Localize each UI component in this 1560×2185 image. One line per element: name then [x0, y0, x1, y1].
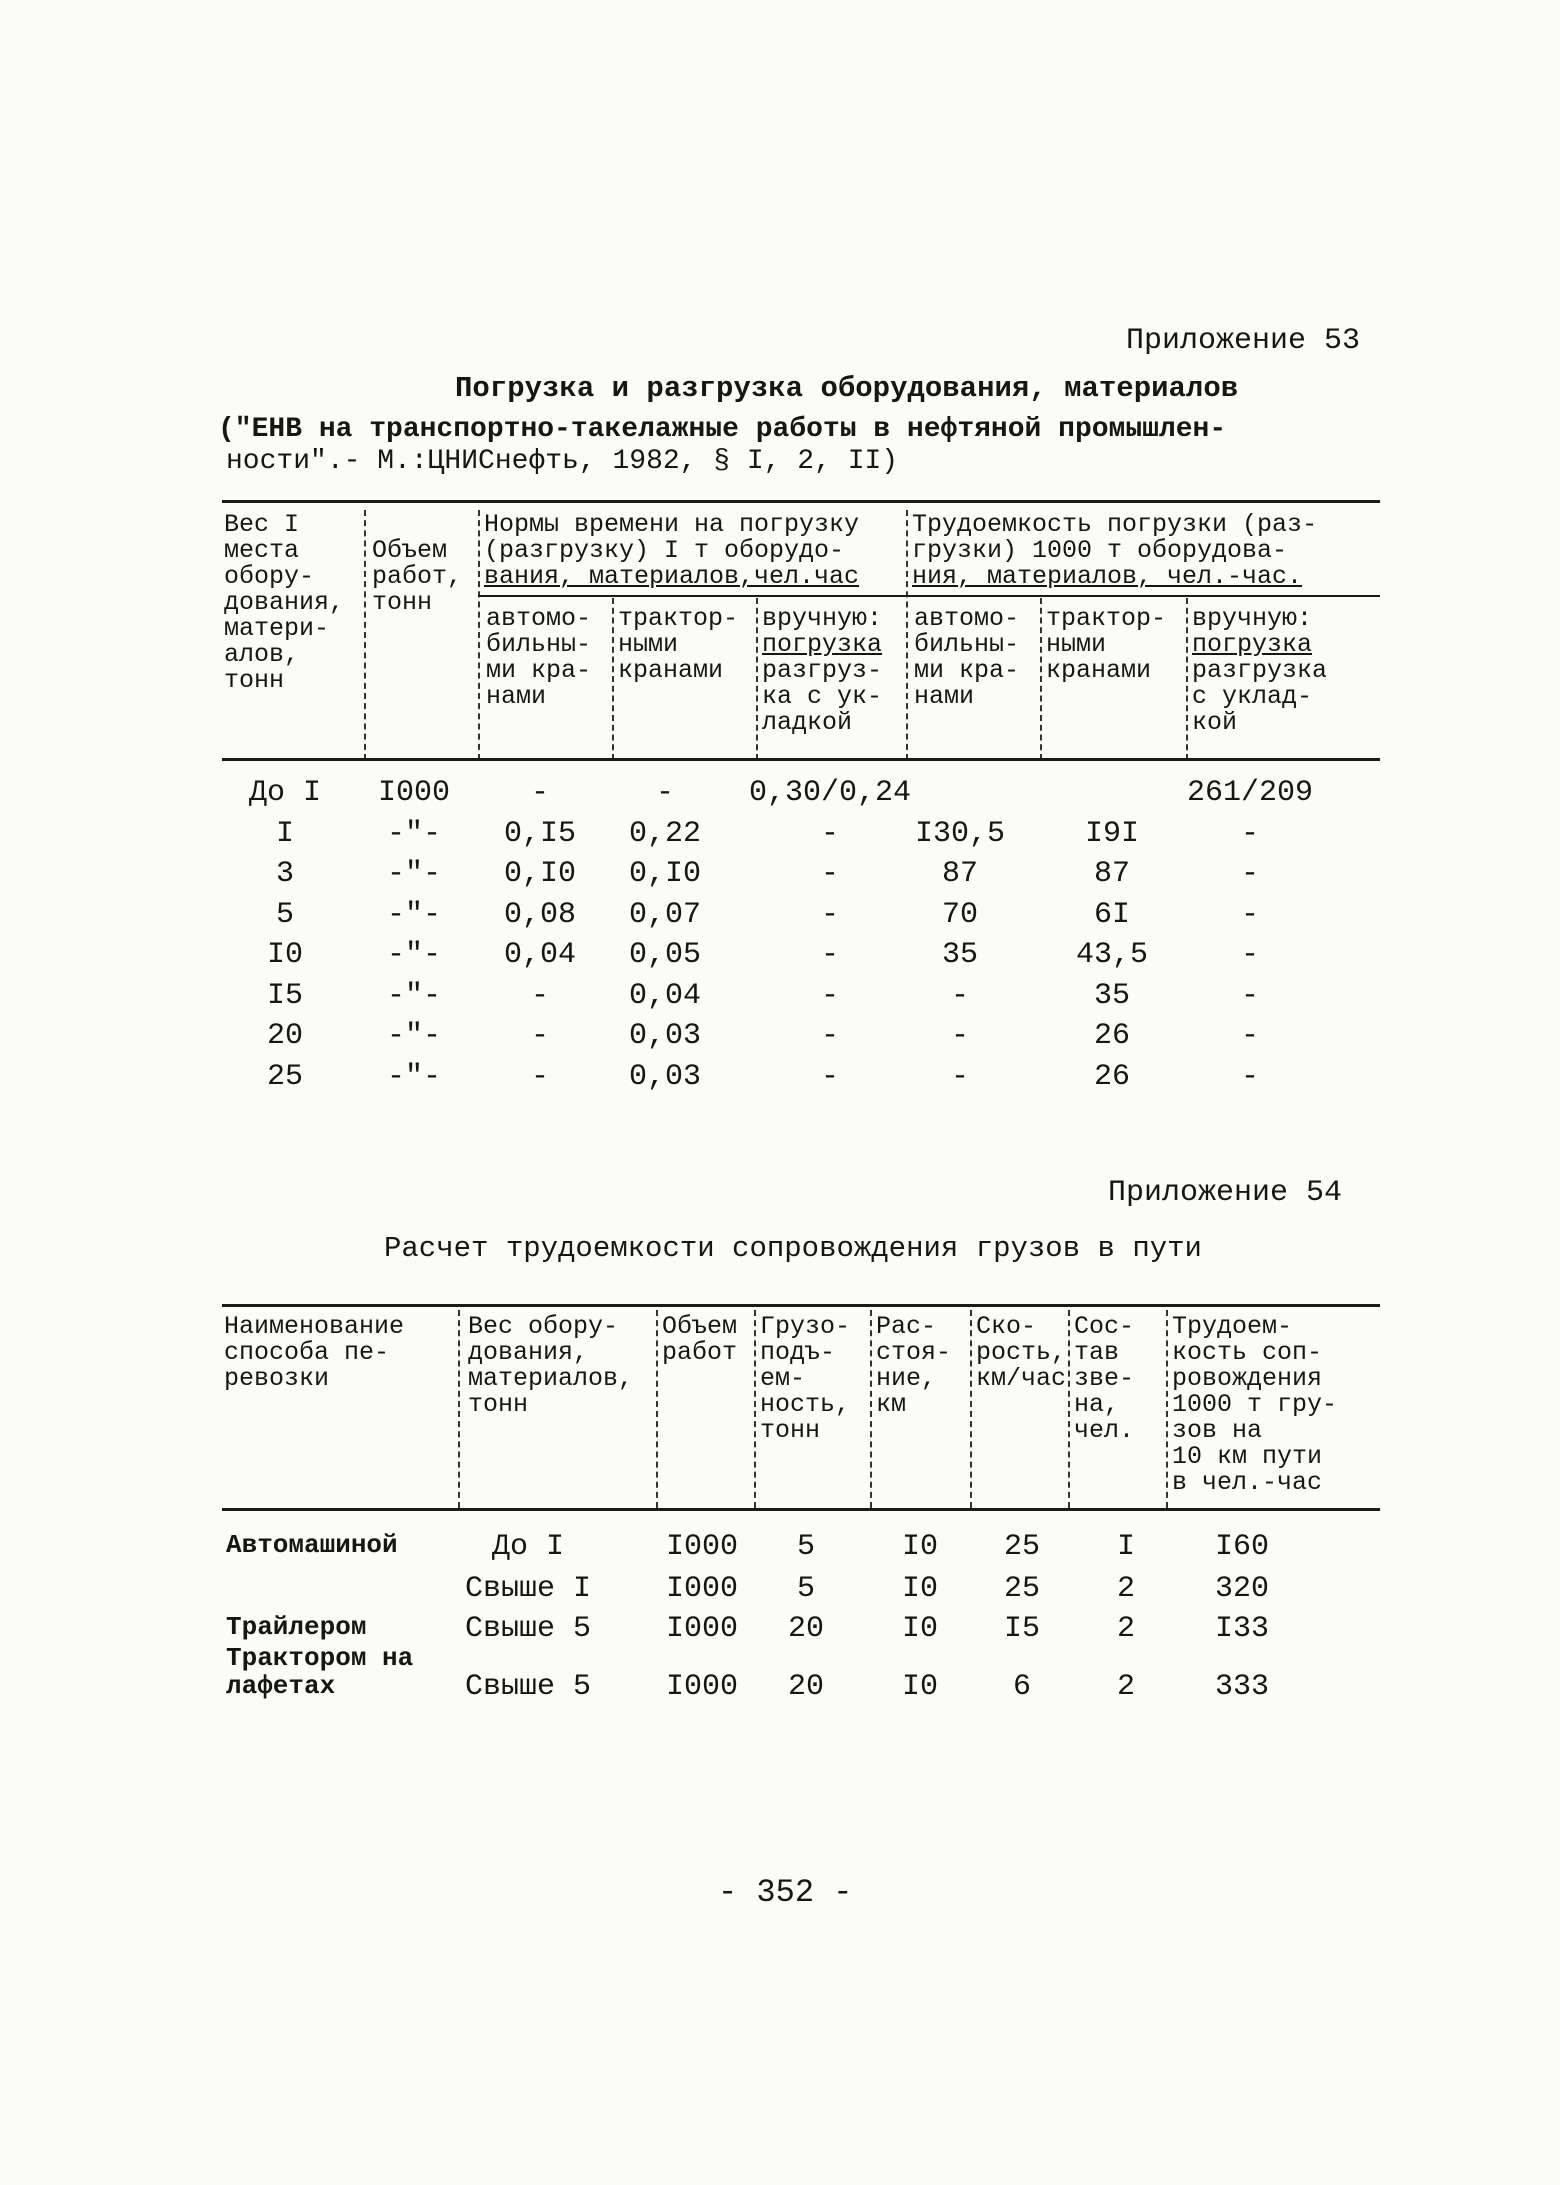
- table54-cell-capacity: 5: [796, 1572, 816, 1606]
- table54-cell-distance: I0: [901, 1572, 939, 1606]
- table54-cell-speed: 25: [1003, 1530, 1041, 1564]
- table54-col-sep: [656, 1310, 658, 1508]
- table54-cell-labor: 333: [1214, 1670, 1270, 1704]
- table54-cell-method: Трактором на лафетах: [226, 1643, 414, 1701]
- table53-cell-w: I: [275, 816, 295, 851]
- appendix-53-source-line1: ("ЕНВ на транспортно-такелажные работы в нефтяной промышлен-: [218, 414, 1227, 445]
- table53-col-sep: [1040, 598, 1042, 760]
- table53-header-labor: Трудоемкость погрузки (раз- грузки) 1000 т оборудова-: [912, 510, 1318, 565]
- table54-header-weight: Вес обору- дования, материалов, тонн: [468, 1312, 634, 1419]
- table53-sub-manual2-b: разгрузка с уклад- кой: [1192, 656, 1328, 737]
- table54-cell-crew: 2: [1116, 1612, 1136, 1646]
- table53-cell-vol: -"-: [386, 897, 442, 932]
- table53-header-bottom-rule: [222, 758, 1380, 761]
- table54-header-distance: Рас- стоя- ние, км: [876, 1312, 952, 1419]
- table53-cell-w: I0: [266, 938, 304, 972]
- table53-col-sep: [612, 598, 614, 760]
- table53-cell-b: 0,03: [628, 1019, 702, 1053]
- table53-col-sep: [906, 510, 908, 760]
- table53-cell-b: 0,05: [628, 938, 702, 972]
- table53-header-labor-units: ния, материалов, чел.-час.: [912, 562, 1303, 591]
- table54-cell-distance: I0: [901, 1612, 939, 1646]
- table53-sub-auto-cranes: автомо- бильны- ми кра- нами: [486, 604, 592, 711]
- table53-header-norms: Нормы времени на погрузку (разгрузку) I т оборудо-: [484, 510, 860, 565]
- table54-cell-distance: I0: [901, 1670, 939, 1704]
- appendix-53-title: Погрузка и разгрузка оборудования, материалов: [455, 372, 1239, 405]
- table53-cell-e: 87: [1093, 857, 1131, 891]
- table53-cell-a: 0,I0: [503, 857, 577, 891]
- table53-cell-f: 261/209: [1186, 776, 1314, 810]
- table54-cell-method: Трайлером: [226, 1612, 367, 1642]
- table53-sub-tractor-cranes: трактор- ными кранами: [618, 604, 739, 685]
- table53-col-sep: [756, 598, 758, 760]
- table54-cell-crew: 2: [1116, 1670, 1136, 1704]
- table53-cell-vol: -"-: [386, 978, 442, 1013]
- table53-cell-a: 0,08: [503, 897, 577, 932]
- table53-cell-d: -: [950, 1059, 970, 1094]
- table53-cell-b: 0,07: [628, 897, 702, 932]
- table53-header-weight: Вес I места обору- дования, матери- алов, тонн: [224, 510, 345, 695]
- table53-cell-f: -: [1240, 816, 1260, 851]
- table53-cell-f: -: [1240, 1019, 1260, 1053]
- table53-cell-e: I9I: [1084, 816, 1140, 851]
- table54-cell-distance: I0: [901, 1530, 939, 1564]
- table54-cell-labor: I60: [1214, 1530, 1270, 1564]
- table54-cell-weight: Свыше I: [464, 1572, 592, 1606]
- table54-col-sep: [1068, 1310, 1070, 1508]
- table53-cell-f: -: [1240, 897, 1260, 932]
- table53-cell-a: 0,I5: [503, 816, 577, 851]
- table54-header-capacity: Грузо- подъ- ем- ность, тонн: [760, 1312, 851, 1445]
- table54-cell-volume: I000: [665, 1670, 739, 1704]
- table54-col-sep: [970, 1310, 972, 1508]
- table54-cell-volume: I000: [665, 1530, 739, 1564]
- table53-cell-b: 0,I0: [628, 857, 702, 891]
- table53-cell-w: 20: [266, 1019, 304, 1053]
- table53-cell-b: -: [655, 776, 675, 810]
- table53-cell-c: -: [820, 1059, 840, 1094]
- table53-cell-c: -: [820, 938, 840, 972]
- table53-sub-manual-b: разгруз- ка с ук- ладкой: [762, 656, 883, 737]
- table53-cell-f: -: [1240, 938, 1260, 972]
- table53-cell-w: 25: [266, 1059, 304, 1094]
- table54-header-bottom-rule: [222, 1508, 1380, 1511]
- table53-cell-b: 0,03: [628, 1059, 702, 1094]
- table53-header-volume: Объем работ, тонн: [372, 536, 463, 617]
- table53-cell-c: -: [820, 816, 840, 851]
- table53-cell-a: -: [530, 1019, 550, 1053]
- table54-header-labor: Трудоем- кость соп- ровождения 1000 т гру- зов на 10 км пути в чел.-час: [1172, 1312, 1338, 1497]
- table53-sub-manual-loading: погрузка: [762, 630, 883, 659]
- table53-cell-vol: -"-: [386, 857, 442, 891]
- appendix-54-label: Приложение 54: [1108, 1176, 1343, 1210]
- table54-cell-weight: До I: [491, 1530, 565, 1564]
- table53-header-norms-units: вания, материалов,чел.час: [484, 562, 860, 591]
- table53-cell-e: 6I: [1093, 897, 1131, 932]
- appendix-53-label: Приложение 53: [1126, 324, 1361, 358]
- table54-cell-method: Автомашиной: [226, 1530, 398, 1560]
- table53-cell-vol: I000: [377, 776, 451, 810]
- page-number: - 352 -: [718, 1874, 853, 1911]
- table53-cell-e: 43,5: [1075, 938, 1149, 972]
- table53-cell-e: 26: [1093, 1059, 1131, 1094]
- table54-col-sep: [754, 1310, 756, 1508]
- table54-cell-capacity: 20: [787, 1612, 825, 1646]
- table54-top-rule: [222, 1304, 1380, 1307]
- table54-cell-speed: I5: [1003, 1612, 1041, 1646]
- table54-header-volume: Объем работ: [662, 1312, 738, 1367]
- table53-cell-f: -: [1240, 978, 1260, 1013]
- table53-sub-tractor-cranes-2: трактор- ными кранами: [1046, 604, 1167, 685]
- table53-sub-manual2-a: вручную:: [1192, 604, 1313, 633]
- table53-cell-c: -: [820, 1019, 840, 1053]
- table54-cell-volume: I000: [665, 1572, 739, 1606]
- table53-cell-vol: -"-: [386, 938, 442, 972]
- table53-cell-a: -: [530, 1059, 550, 1094]
- table53-cell-c: -: [820, 857, 840, 891]
- table53-cell-d: I30,5: [914, 816, 1006, 851]
- table53-cell-d: 87: [941, 857, 979, 891]
- table53-cell-vol: -"-: [386, 816, 442, 851]
- table53-sub-auto-cranes-2: автомо- бильны- ми кра- нами: [914, 604, 1020, 711]
- table54-col-sep: [458, 1310, 460, 1508]
- table53-cell-d: 70: [941, 897, 979, 932]
- table54-header-speed: Ско- рость, км/час: [976, 1312, 1067, 1393]
- table53-cell-f: -: [1240, 857, 1260, 891]
- table53-col-sep: [478, 510, 480, 760]
- table54-cell-weight: Свыше 5: [464, 1670, 592, 1704]
- table53-cell-a: -: [530, 978, 550, 1013]
- table53-cell-vol: -"-: [386, 1019, 442, 1053]
- table53-cell-d: 35: [941, 938, 979, 972]
- table53-cell-c: 0,30/0,24: [748, 776, 912, 810]
- table54-cell-labor: 320: [1214, 1572, 1270, 1606]
- table54-header-method: Наименование способа пе- ревозки: [224, 1312, 405, 1393]
- table53-sub-manual2-loading: погрузка: [1192, 630, 1313, 659]
- appendix-53-source-line2: ности".- М.:ЦНИСнефть, 1982, § I, 2, II): [226, 446, 899, 477]
- table53-cell-b: 0,22: [628, 816, 702, 851]
- table53-cell-c: -: [820, 978, 840, 1013]
- table53-cell-e: 26: [1093, 1019, 1131, 1053]
- table54-cell-capacity: 5: [796, 1530, 816, 1564]
- table54-cell-speed: 6: [1012, 1670, 1032, 1704]
- appendix-54-title: Расчет трудоемкости сопровождения грузов в пути: [384, 1232, 1202, 1265]
- table53-cell-b: 0,04: [628, 978, 702, 1013]
- table53-cell-w: До I: [248, 776, 322, 810]
- table53-col-sep: [364, 510, 366, 760]
- table54-header-crew: Сос- тав зве- на, чел.: [1074, 1312, 1135, 1445]
- table53-cell-vol: -"-: [386, 1059, 442, 1094]
- table53-subheader-rule: [478, 595, 1380, 597]
- table53-cell-a: 0,04: [503, 938, 577, 972]
- table54-col-sep: [870, 1310, 872, 1508]
- table53-cell-w: 5: [275, 897, 295, 932]
- table54-cell-speed: 25: [1003, 1572, 1041, 1606]
- table53-cell-c: -: [820, 897, 840, 932]
- table53-cell-f: -: [1240, 1059, 1260, 1094]
- table54-cell-labor: I33: [1214, 1612, 1270, 1646]
- table53-cell-e: 35: [1093, 978, 1131, 1013]
- table53-cell-a: -: [530, 776, 550, 810]
- table53-cell-w: 3: [275, 857, 295, 891]
- table54-cell-capacity: 20: [787, 1670, 825, 1704]
- table54-cell-volume: I000: [665, 1612, 739, 1646]
- table53-sub-manual-a: вручную:: [762, 604, 883, 633]
- table54-col-sep: [1166, 1310, 1168, 1508]
- table53-col-sep: [1186, 598, 1188, 760]
- table54-cell-crew: I: [1116, 1530, 1136, 1564]
- table54-cell-weight: Свыше 5: [464, 1612, 592, 1646]
- table53-top-rule: [222, 500, 1380, 503]
- table53-cell-w: I5: [266, 978, 304, 1013]
- table53-cell-d: -: [950, 1019, 970, 1053]
- table54-cell-crew: 2: [1116, 1572, 1136, 1606]
- table53-cell-d: -: [950, 978, 970, 1013]
